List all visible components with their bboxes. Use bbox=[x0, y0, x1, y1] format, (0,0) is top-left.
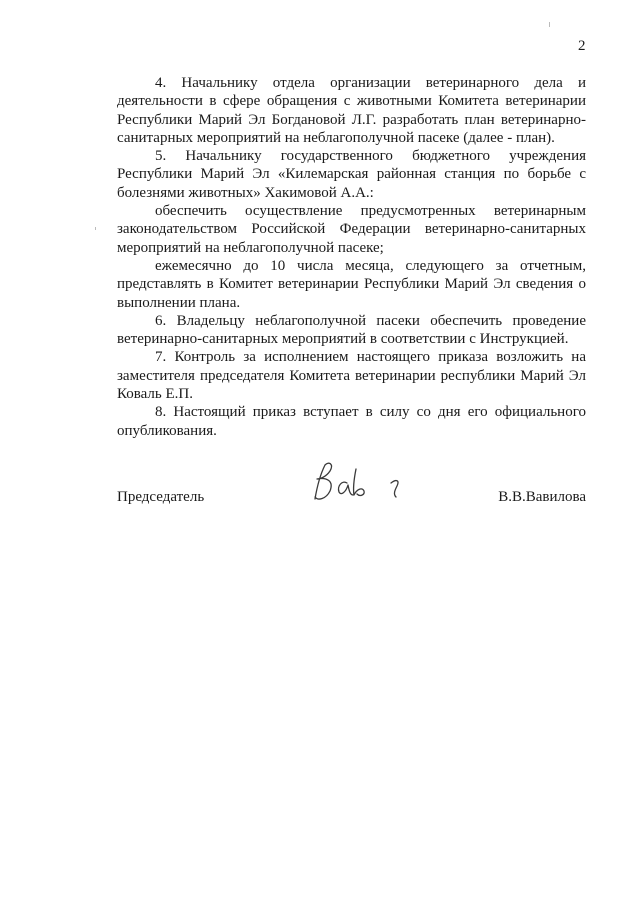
paragraph-8: 8. Настоящий приказ вступает в силу со дня его официального опубликования. bbox=[117, 404, 586, 439]
paragraph-7: 7. Контроль за исполнением настоящего приказа возложить на заместителя председателя Комитета ветеринарии республики Марий Эл Коваль Е.П. bbox=[117, 349, 586, 403]
document-body bbox=[117, 74, 586, 440]
paragraph-4: 4. Начальнику отдела организации ветеринарного дела и деятельности в сфере обращения с животными Комитета ветеринарии Республики Марий Эл Богдановой Л.Г. разработать план ветеринарно-санитарных мероприятий на неблагополучной пасеке (далее - план). bbox=[117, 75, 586, 146]
scan-mark-top bbox=[549, 22, 550, 27]
paragraph-5-duty-2: ежемесячно до 10 числа месяца, следующего за отчетным, представлять в Комитет ветеринарии Республики Марий Эл сведения о выполнении плана. bbox=[117, 257, 586, 311]
paragraph-6: 6. Владельцу неблагополучной пасеки обеспечить проведение ветеринарно-санитарных мероприятий в соответствии с Инструкцией. bbox=[117, 312, 586, 348]
paragraph-5-duty-1: обеспечить осуществление предусмотренных ветеринарным законодательством Российской Федерации ветеринарно-санитарных мероприятий на неблагополучной пасеке; bbox=[117, 203, 586, 256]
handwritten-signature bbox=[307, 459, 407, 507]
signatory-name: В.В.Вавилова bbox=[498, 489, 586, 505]
paragraph-5: 5. Начальнику государственного бюджетного учреждения Республики Марий Эл «Килемарская районная станция по борьбе с болезнями животных» Хакимовой А.А.: bbox=[117, 148, 586, 201]
signature-block bbox=[117, 489, 586, 509]
signatory-title: Председатель bbox=[117, 489, 205, 505]
page-number: 2 bbox=[578, 38, 586, 54]
scan-mark-left bbox=[95, 227, 96, 230]
